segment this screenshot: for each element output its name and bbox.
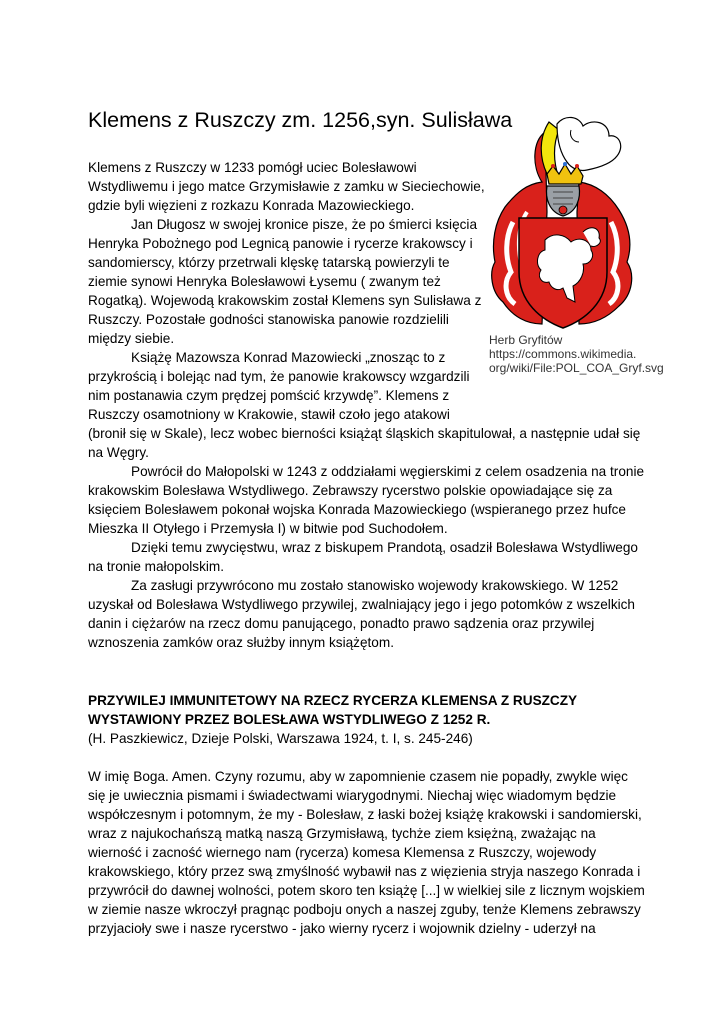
body-line: Wstydliwemu i jego matce Grzymisławie z zamku w Sieciechowie, (88, 179, 485, 194)
body-line: ziemie synowi Henryka Bolesławowi Łysemu ( zwanym też (88, 274, 441, 289)
body-line: Henryka Pobożnego pod Legnicą panowie i rycerze krakowscy i (88, 236, 473, 251)
body-line: Powrócił do Małopolski w 1243 z oddziałami węgierskimi z celem osadzenia na tronie (131, 464, 645, 479)
body-line: Klemens z Ruszczy w 1233 pomógł uciec Bolesławowi (88, 160, 417, 175)
body-line: Mieszka II Otyłego i Przemysła I) w bitwie pod Suchodołem. (88, 521, 448, 536)
body-line: krakowskim Bolesława Wstydliwego. Zebrawszy rycerstwo polskie opowiadające się za (88, 483, 613, 498)
body-line: gdzie byli więzieni z rozkazu Konrada Mazowieckiego. (88, 198, 415, 213)
heading-line: WYSTAWIONY PRZEZ BOLESŁAWA WSTYDLIWEGO Z 1252 R. (88, 712, 491, 727)
body-line: Rogatką). Wojewodą krakowskim został Klemens syn Sulisława z (88, 293, 482, 308)
body-line: Ruszczy. Pozostałe godności stanowiska panowie rozdzielili (88, 312, 449, 327)
body-line: danin i ciężarów na rzecz domu panującego, ponadto prawo sądzenia oraz przywilej (88, 616, 595, 631)
document-line: krakowskiego, który przez swą zmyślność wybawił nas z więzienia stryja naszego Konrada i (88, 864, 641, 879)
body-line: Książę Mazowsza Konrad Mazowiecki „znosząc to z (131, 350, 446, 365)
body-line: wznoszenia zamków oraz służby innym książętom. (88, 635, 394, 650)
caption-line: https://commons.wikimedia. (489, 347, 637, 361)
body-line: (bronił się w Skale), lecz wobec bierności książąt śląskich skapitulował, a następnie udał się (88, 426, 641, 441)
body-line: Ruszczy osamotniony w Krakowie, stawił czoło jego atakowi (88, 407, 450, 422)
caption-line: org/wiki/File:POL_COA_Gryf.svg (489, 361, 664, 375)
body-line: Jan Długosz w swojej kronice pisze, że po śmierci księcia (131, 217, 478, 232)
body-line: uzyskał od Bolesława Wstydliwego przywilej, zwalniający jego i jego potomków z wszelkich (88, 597, 635, 612)
page-title: Klemens z Ruszczy zm. 1256,syn. Sulisława (88, 108, 513, 132)
heading-line: PRZYWILEJ IMMUNITETOWY NA RZECZ RYCERZA KLEMENSA Z RUSZCZY (88, 693, 578, 708)
document-line: przyjacioły swe i nasze rycerstwo - jako wierny rycerz i wojownik dzielny - uderzył na (88, 921, 596, 936)
body-line: Dzięki temu zwycięstwu, wraz z biskupem Prandotą, osadził Bolesława Wstydliwego (131, 540, 638, 555)
document-line: wierność i zacność wiernego nam (rycerza) komesa Klemensa z Ruszczy, wojewody (88, 845, 597, 860)
document-line: W imię Boga. Amen. Czyny rozumu, aby w zapomnienie czasem nie popadły, zwykle więc (88, 769, 628, 784)
body-line: między siebie. (88, 331, 175, 346)
document-line: współczesnym i potomnym, że my - Bolesław, z łaski bożej książę krakowski i sandomierski, (88, 807, 642, 822)
caption-line: Herb Gryfitów (489, 333, 563, 347)
body-line: przykrością i bolejąc nad tym, że panowie krakowscy wzgardzili (88, 369, 470, 384)
document-line: wraz z najukochańszą matką naszą Grzymisławą, tychże ziem księżną, zważając na (88, 826, 596, 841)
body-line: na tronie małopolskim. (88, 559, 224, 574)
document-line: w ziemie nasze wkroczył pragnąc podboju onych a naszej zguby, tenże Klemens zebrawszy (88, 902, 641, 917)
body-line: sandomierscy, którzy przetrwali klęskę tatarską powierzyli te (88, 255, 450, 270)
body-line: Za zasługi przywrócono mu zostało stanowisko wojewody krakowskiego. W 1252 (131, 578, 619, 593)
document-line: się je uwiecznia pismami i świadectwami wiarygodnymi. Niechaj więc wiadomym będzie (88, 788, 617, 803)
source-citation: (H. Paszkiewicz, Dzieje Polski, Warszawa 1924, t. I, s. 245-246) (88, 731, 473, 746)
body-line: księciem Bolesławem pokonał wojska Konrada Mazowieckiego (wspieranego przez hufce (88, 502, 626, 517)
coat-of-arms-gryf-icon (487, 112, 637, 334)
document-line: przywrócił do dawnej wolności, potem skoro ten książę [...] w wielkiej sile z licznym wojskiem (88, 883, 645, 898)
body-line: nim postanawia czym prędzej pomścić krzywdę”. Klemens z (88, 388, 450, 403)
body-line: na Węgry. (88, 445, 149, 460)
